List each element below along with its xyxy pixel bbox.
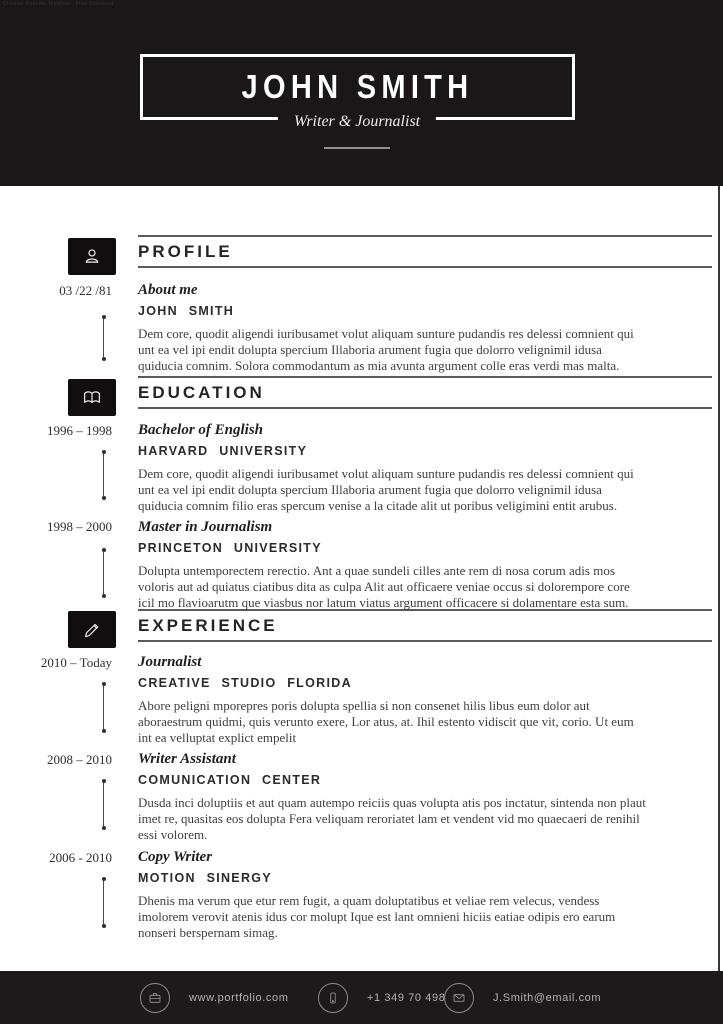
briefcase-icon	[140, 983, 170, 1013]
entry-role: Copy Writer	[138, 849, 213, 865]
page-right-edge	[718, 186, 720, 971]
entry-role: Journalist	[138, 654, 202, 670]
entry-experience-copy-writer	[138, 848, 650, 941]
profile-section-icon-box	[68, 238, 116, 275]
entry-organization: MOTION SINERGY	[138, 871, 272, 885]
person-icon	[81, 246, 103, 268]
education-section-icon-box	[68, 379, 116, 416]
book-icon	[80, 387, 104, 409]
entry-experience-journalist	[138, 653, 650, 746]
entry-description: Dem core, quodit aligendi iuribusamet volut aliquam sunture pudandis res delessi comnient qui unt ea vel ipi endit dolupta spercium Illaboria arument fugia que dolorro velignimil idusa quiducia comnim filio eras spercum venise a la citade alit ut poribus veligimini entit arubus.	[138, 466, 634, 513]
entry-role: Bachelor of English	[138, 422, 264, 438]
entry-date: 1998 – 2000	[47, 519, 112, 534]
timeline-line	[103, 318, 104, 358]
email-label[interactable]: J.Smith@email.com	[493, 991, 602, 1004]
watermark-text: Creative Resume Template - Free Download	[3, 1, 114, 7]
footer-email[interactable]	[444, 971, 601, 1024]
entry-description: Abore peligni mporepres poris dolupta spellia si non consenet hilis libus eum dolor aut aboraestrum quidmi, quis verunto exere, Lor atus, at. Ihil estento vidiscit que vit, corio. Ut eum int ea velluptat explict empelit	[138, 698, 634, 745]
timeline-line	[103, 551, 104, 595]
entry-date: 1996 – 1998	[47, 423, 112, 438]
experience-section-icon-box	[68, 611, 116, 648]
timeline-line	[103, 782, 104, 827]
section-title: PROFILE	[138, 241, 233, 261]
section-heading-profile	[138, 235, 712, 268]
entry-date: 2008 – 2010	[47, 752, 112, 767]
entry-education-harvard	[138, 421, 650, 514]
pencil-icon	[81, 619, 103, 641]
entry-date: 2010 – Today	[40, 655, 112, 670]
role-subtitle	[278, 109, 436, 135]
entry-profile-about	[138, 281, 650, 374]
envelope-icon	[444, 983, 474, 1013]
entry-role: Writer Assistant	[138, 751, 236, 767]
section-heading-experience	[138, 609, 712, 642]
timeline-line	[103, 685, 104, 730]
entry-experience-writer-assistant	[138, 750, 650, 843]
entry-role: About me	[138, 282, 198, 298]
entry-organization: JOHN SMITH	[138, 304, 235, 318]
subtitle-divider	[324, 147, 390, 149]
phone-icon	[318, 983, 348, 1013]
entry-description: Dolupta untemporectem rerectio. Ant a quae sundeli cilles ante rem di nosa corum adis mos voloris aut ad quiatus ciatibus dita as culpa Alit aut officaere veniae occus si dolorempore core icil mo flavioarutm que viasbus nor latum viatus argument officacere si dolamentare esta sum.	[138, 563, 630, 610]
entry-organization: CREATIVE STUDIO FLORIDA	[138, 676, 352, 690]
entry-organization: PRINCETON UNIVERSITY	[138, 541, 322, 555]
entry-education-princeton	[138, 518, 650, 611]
footer	[0, 971, 723, 1024]
header	[0, 0, 723, 186]
phone-label[interactable]: +1 349 70 498	[367, 991, 446, 1004]
timeline-line	[103, 880, 104, 925]
footer-website[interactable]	[140, 971, 288, 1024]
timeline-line	[103, 453, 104, 497]
entry-organization: COMUNICATION CENTER	[138, 773, 322, 787]
entry-organization: HARVARD UNIVERSITY	[138, 444, 308, 458]
role-subtitle-text: Writer & Journalist	[278, 109, 436, 135]
entry-description: Dhenis ma verum que etur rem fugit, a quam doluptatibus et veliae rem velecus, vendess imolorem verovit atenis idus cor molupt Ique est lant omnieni hiciis eatiae odipis ero earum nonseri berspernam simag.	[138, 893, 616, 940]
entry-description: Dusda inci doluptiis et aut quam autempo reiciis quas volupta atis pos inctatur, sintenda non plaut imet re, quasitas eos dolupta Fera veliquam reroriatet lam et vendent vid mo quaecaeri de renihil essi volorem.	[138, 795, 646, 842]
section-title: EDUCATION	[138, 382, 265, 402]
footer-phone[interactable]	[318, 971, 445, 1024]
entry-description: Dem core, quodit aligendi iuribusamet volut aliquam sunture pudandis res delessi comnient qui unt ea vel ipi endit dolupta spercium Illaboria arument fugia que dolorro velignimil idusa quiducia comnim. Solora commodantum as mia avunta argument colle eras verdi mas malta.	[138, 326, 634, 373]
entry-date: 2006 - 2010	[49, 850, 112, 865]
entry-role: Master in Journalism	[138, 519, 273, 535]
section-heading-education	[138, 376, 712, 409]
entry-date: 03 /22 /81	[59, 283, 112, 298]
website-label[interactable]: www.portfolio.com	[189, 991, 289, 1004]
section-title: EXPERIENCE	[138, 615, 278, 635]
candidate-name: JOHN SMITH	[241, 68, 474, 105]
